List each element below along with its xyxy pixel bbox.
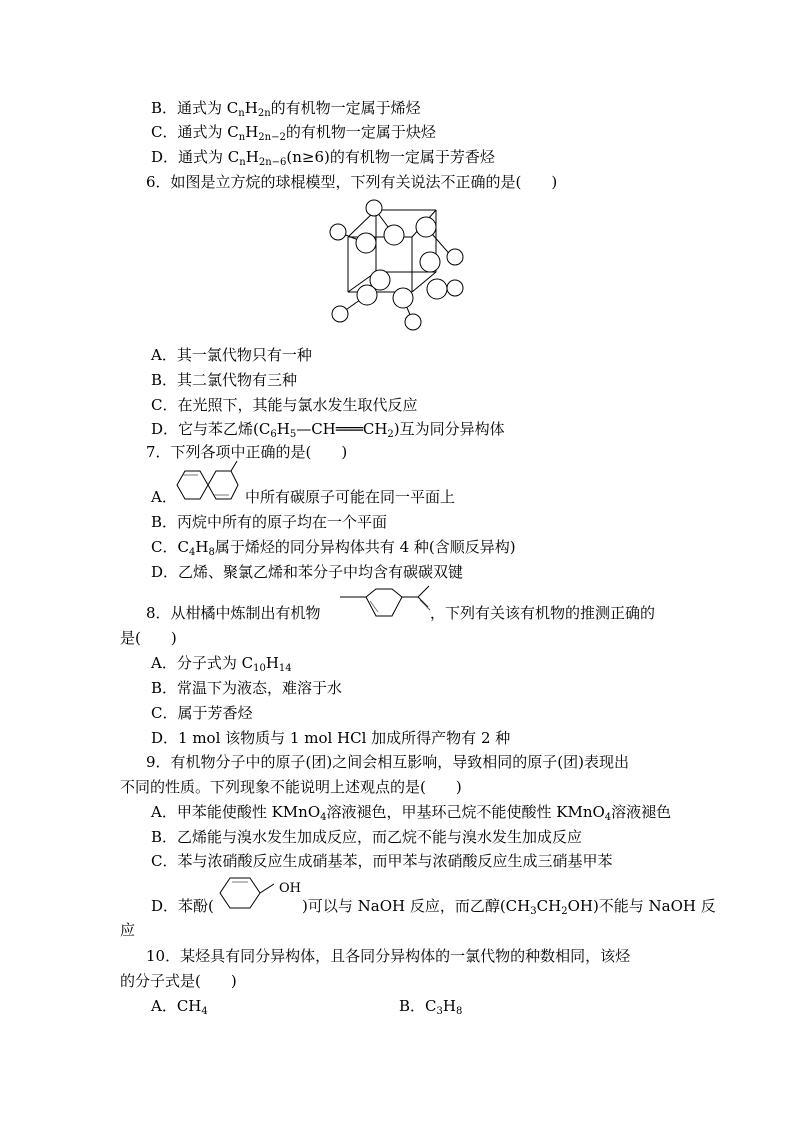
q8-stem-a: 8．从柑橘中炼制出有机物: [146, 604, 321, 622]
phenol-structure: [218, 876, 278, 910]
q10-option-a: A．$CH_4$: [151, 997, 208, 1017]
q8-stem-c: 是( ): [120, 629, 177, 647]
c-atom: [356, 233, 376, 253]
h-atom: [366, 200, 382, 216]
c-atom: [427, 279, 447, 299]
q10-option-b: B．$C_3H_8$: [399, 997, 463, 1017]
c-atom: [420, 252, 440, 272]
q9-option-d-label: D．苯酚(: [151, 897, 214, 915]
q10-stem-a: 10．某烃具有同分异构体，且各同分异构体的一氯代物的种数相同，该烃: [146, 947, 631, 965]
q5-option-b: B．通式为 $C_nH_{2n}$的有机物一定属于烯烃: [151, 99, 421, 119]
q8-option-a: A．分子式为 $C_{10}H_{14}$: [151, 654, 292, 674]
h-atom: [447, 280, 463, 296]
q9-option-d: )可以与 NaOH 反应，而乙醇$(CH_3CH_2OH)$不能与 NaOH 反: [302, 897, 716, 917]
h-atom: [405, 314, 421, 330]
q7-option-c: C．$C_4H_8$属于烯烃的同分异构体共有 4 种(含顺反异构): [151, 538, 516, 558]
q9-option-d-cont: 应: [120, 921, 136, 939]
q9-option-b: B．乙烯能与溴水发生加成反应，而乙烷不能与溴水发生加成反应: [151, 828, 583, 846]
methylnaphthalene-structure: [176, 468, 238, 502]
q6-stem: 6．如图是立方烷的球棍模型，下列有关说法不正确的是( ): [146, 173, 558, 191]
q5-option-c: C．通式为 $C_nH_{2n-2}$的有机物一定属于炔烃: [151, 123, 436, 143]
q5-option-d: D．通式为 $C_nH_{2n-6}(n\ge 6)$的有机物一定属于芳香烃: [151, 148, 495, 168]
q7-option-d: D．乙烯、聚氯乙烯和苯分子中均含有碳碳双键: [151, 563, 464, 581]
q9-stem-a: 9．有机物分子中的原子(团)之间会相互影响，导致相同的原子(团)表现出: [146, 753, 629, 771]
q8-option-b: B．常温下为液态，难溶于水: [151, 679, 343, 697]
q6-option-d: D．它与苯乙烯$(C_6H_5—CH═══CH_2)$互为同分异构体: [151, 420, 505, 440]
q8-option-d: D．1 mol 该物质与 1 mol HCl 加成所得产物有 2 种: [151, 729, 511, 747]
q7-option-a-text: 中所有碳原子可能在同一平面上: [245, 488, 456, 506]
q6-option-c: C．在光照下，其能与氯水发生取代反应: [151, 396, 418, 414]
q6-option-b: B．其二氯代物有三种: [151, 371, 298, 389]
q7-option-b: B．丙烷中所有的原子均在一个平面: [151, 513, 388, 531]
cubane-ball-stick-model: [328, 200, 468, 330]
q8-stem-b: ，下列有关该有机物的推测正确的: [430, 604, 656, 622]
h-atom: [447, 249, 463, 265]
h-atom: [330, 224, 346, 240]
q9-option-c: C．苯与浓硝酸反应生成硝基苯，而甲苯与浓硝酸反应生成三硝基甲苯: [151, 852, 613, 870]
c-atom: [384, 225, 404, 245]
phenol-oh-label: OH: [279, 881, 301, 896]
c-atom: [416, 217, 436, 237]
q9-stem-b: 不同的性质。下列现象不能说明上述观点的是( ): [120, 778, 462, 796]
h-atom: [332, 306, 348, 322]
q9-option-a: A．甲苯能使酸性 KMnO$_4$溶液褪色，甲基环己烷不能使酸性 KMnO$_4$溶液褪色: [151, 803, 672, 823]
q7-option-a-label: A．: [151, 488, 177, 506]
q6-option-a: A．其一氯代物只有一种: [151, 346, 312, 364]
limonene-structure: [340, 590, 430, 624]
q8-option-c: C．属于芳香烃: [151, 704, 253, 722]
c-atom: [357, 285, 377, 305]
q10-stem-b: 的分子式是( ): [120, 972, 237, 990]
c-atom: [393, 288, 413, 308]
q7-stem: 7．下列各项中正确的是( ): [146, 443, 348, 461]
